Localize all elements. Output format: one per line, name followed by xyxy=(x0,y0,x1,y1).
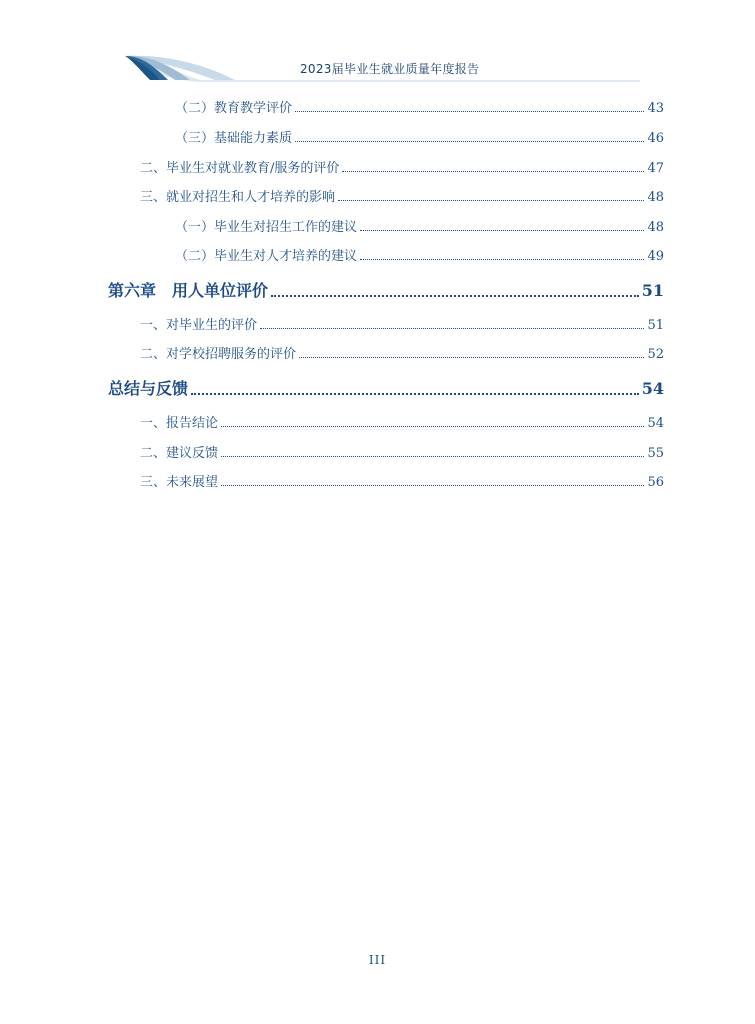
toc-entry-page: 46 xyxy=(647,131,664,146)
toc-dot-leader xyxy=(271,295,639,297)
toc-dot-leader xyxy=(221,485,644,486)
toc-dot-leader xyxy=(299,357,644,358)
toc-entry-title: （一）毕业生对招生工作的建议 xyxy=(175,220,358,235)
toc-dot-leader xyxy=(360,230,644,231)
toc-dot-leader xyxy=(221,426,644,427)
toc-entry[interactable] xyxy=(140,343,664,362)
toc-entry[interactable] xyxy=(140,314,664,333)
toc-entry-page: 51 xyxy=(647,318,664,333)
toc-entry[interactable] xyxy=(175,216,664,235)
page-header xyxy=(0,0,755,90)
toc-entry[interactable] xyxy=(140,186,664,205)
toc-entry-title: 三、未来展望 xyxy=(140,475,219,490)
toc-entry-title: 二、建议反馈 xyxy=(140,446,219,461)
toc-dot-leader xyxy=(191,393,639,395)
toc-dot-leader xyxy=(295,141,644,142)
toc-chapter-page: 54 xyxy=(641,379,664,398)
toc-entry[interactable] xyxy=(140,471,664,490)
toc-entry[interactable] xyxy=(175,97,664,116)
toc-entry-page: 52 xyxy=(647,347,664,362)
toc-chapter-page: 51 xyxy=(641,281,664,300)
toc-entry-title: （二）教育教学评价 xyxy=(175,101,293,116)
toc-dot-leader xyxy=(360,259,644,260)
toc-entry-title: 一、对毕业生的评价 xyxy=(140,318,258,333)
header-title: 2023届毕业生就业质量年度报告 xyxy=(300,62,480,76)
toc-entry-page: 48 xyxy=(647,190,664,205)
toc-entry-page: 47 xyxy=(647,161,664,176)
toc-entry-title: 三、就业对招生和人才培养的影响 xyxy=(140,190,336,205)
toc-entry-title: 二、对学校招聘服务的评价 xyxy=(140,347,297,362)
toc-entry[interactable] xyxy=(175,245,664,264)
toc-chapter-title: 第六章 用人单位评价 xyxy=(108,281,269,300)
toc-dot-leader xyxy=(338,200,644,201)
toc-entry-page: 49 xyxy=(647,249,664,264)
toc-entry-title: （三）基础能力素质 xyxy=(175,131,293,146)
toc-dot-leader xyxy=(342,171,644,172)
toc-entry-page: 54 xyxy=(647,416,664,431)
toc-entry-title: 二、毕业生对就业教育/服务的评价 xyxy=(140,161,340,176)
toc-entry-page: 56 xyxy=(647,475,664,490)
toc-chapter-entry[interactable] xyxy=(108,278,664,301)
toc-dot-leader xyxy=(260,328,644,329)
toc-entry-page: 55 xyxy=(647,446,664,461)
toc-entry-page: 43 xyxy=(647,101,664,116)
toc-dot-leader xyxy=(221,456,644,457)
toc-entry-page: 48 xyxy=(647,220,664,235)
toc-entry-title: （二）毕业生对人才培养的建议 xyxy=(175,249,358,264)
page-number: III xyxy=(368,953,387,967)
toc-entry-title: 一、报告结论 xyxy=(140,416,219,431)
toc-entry[interactable] xyxy=(140,442,664,461)
toc-chapter-entry[interactable] xyxy=(108,376,664,399)
toc-chapter-title: 总结与反馈 xyxy=(108,379,189,398)
toc-entry[interactable] xyxy=(175,127,664,146)
toc-entry[interactable] xyxy=(140,157,664,176)
toc-entry[interactable] xyxy=(140,412,664,431)
toc-dot-leader xyxy=(295,111,644,112)
